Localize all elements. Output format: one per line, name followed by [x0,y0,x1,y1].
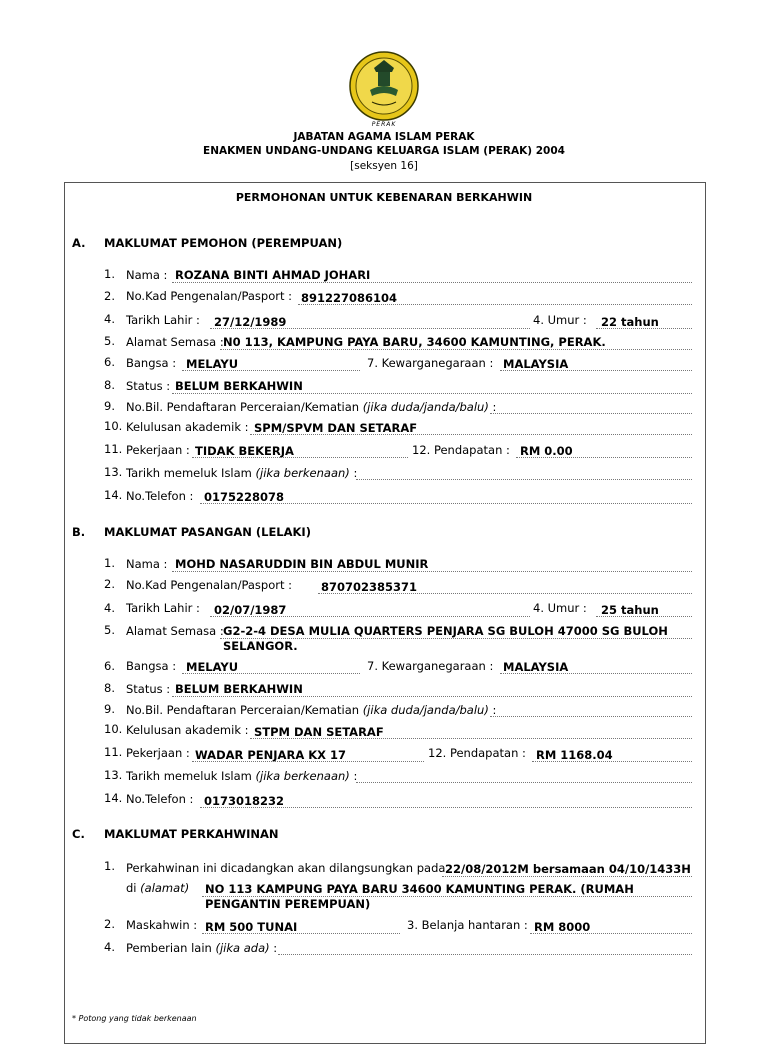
dotted-line [172,393,692,394]
dotted-line [278,954,692,955]
label-nama-b: Nama : [126,557,168,571]
item-number: 6. [104,355,115,369]
item-number: 11. [104,442,123,456]
dotted-line [210,328,530,329]
label-umur-a: 4. Umur : [533,313,587,327]
department-name: JABATAN AGAMA ISLAM PERAK [293,131,475,143]
item-number: 2. [104,577,115,591]
dotted-line [250,738,692,739]
item-number: 13. [104,768,123,782]
label-ic-b: No.Kad Pengenalan/Pasport : [126,578,292,592]
item-number: 14. [104,791,123,805]
dotted-line [182,673,360,674]
dotted-line [500,370,692,371]
item-number: 8. [104,378,115,392]
label-warga-a: 7. Kewarganegaraan : [367,356,494,370]
label-telefon-a: No.Telefon : [126,489,194,503]
label-dob-a: Tarikh Lahir : [126,313,200,327]
value-alamat-a: N0 113, KAMPUNG PAYA BARU, 34600 KAMUNTING, PERAK. [223,335,606,349]
dotted-line [210,616,530,617]
item-number: 4. [104,312,115,326]
dotted-line [220,349,692,350]
item-number: 2. [104,917,115,931]
item-number: 2. [104,289,115,303]
value-alamat-b-line2: SELANGOR. [223,639,298,653]
value-kerja-a: TIDAK BEKERJA [195,444,294,458]
item-number: 1. [104,267,115,281]
value-telefon-b: 0173018232 [204,794,285,808]
item-number: 6. [104,659,115,673]
value-nama-b: MOHD NASARUDDIN BIN ABDUL MUNIR [175,557,429,571]
value-ic-a: 891227086104 [301,291,398,305]
item-number: 11. [104,745,123,759]
enactment-title: ENAKMEN UNDANG-UNDANG KELUARGA ISLAM (PERAK) 2004 [203,145,565,157]
value-umur-b: 25 tahun [601,603,659,617]
value-umur-a: 22 tahun [601,315,659,329]
dotted-line [490,716,692,717]
value-status-b: BELUM BERKAHWIN [175,682,303,696]
label-bil-b: No.Bil. Pendaftaran Perceraian/Kematian (jika duda/janda/balu) : [126,703,497,717]
item-number: 4. [104,601,115,615]
dotted-line [172,571,692,572]
dotted-line [192,761,424,762]
value-wedding-venue-line1: NO 113 KAMPUNG PAYA BARU 34600 KAMUNTING PERAK. (RUMAH [205,882,634,896]
label-ic-a: No.Kad Pengenalan/Pasport : [126,289,292,303]
label-umur-b: 4. Umur : [533,601,587,615]
dotted-line [490,413,692,414]
section-c-title: MAKLUMAT PERKAHWINAN [104,827,279,841]
value-maskahwin: RM 500 TUNAI [205,920,298,934]
label-akademik-b: Kelulusan akademik : [126,723,249,737]
value-kerja-b: WADAR PENJARA KX 17 [195,748,347,762]
dotted-line [356,479,692,480]
value-alamat-b-line1: G2-2-4 DESA MULIA QUARTERS PENJARA SG BULOH 47000 SG BULOH [223,624,668,638]
value-warga-b: MALAYSIA [503,660,569,674]
value-bangsa-a: MELAYU [186,357,239,371]
state-crest-logo [348,50,420,130]
label-islam-a: Tarikh memeluk Islam (jika berkenaan) : [126,466,358,480]
item-number: 9. [104,399,115,413]
dotted-line [516,457,692,458]
dotted-line [596,616,692,617]
item-number: 8. [104,681,115,695]
dotted-line [442,876,692,877]
dotted-line [250,434,692,435]
label-bangsa-a: Bangsa : [126,356,177,370]
value-wedding-date: 22/08/2012M bersamaan 04/10/1433H [445,862,691,876]
label-wedding-venue: di (alamat) [126,881,190,895]
form-title: PERMOHONAN UNTUK KEBENARAN BERKAHWIN [235,191,533,204]
label-status-b: Status : [126,682,171,696]
item-number: 9. [104,702,115,716]
dotted-line [200,807,692,808]
section-b-letter: B. [72,525,86,539]
label-warga-b: 7. Kewarganegaraan : [367,659,494,673]
label-pemberian-lain: Pemberian lain (jika ada) : [126,941,278,955]
item-number: 10. [104,419,123,433]
section-c-letter: C. [72,827,85,841]
item-number: 5. [104,623,115,637]
label-dob-b: Tarikh Lahir : [126,601,200,615]
label-alamat-a: Alamat Semasa : [126,335,224,349]
dotted-line [200,503,692,504]
value-status-a: BELUM BERKAHWIN [175,379,303,393]
value-warga-a: MALAYSIA [503,357,569,371]
item-number: 10. [104,722,123,736]
label-bangsa-b: Bangsa : [126,659,177,673]
dotted-line [532,761,692,762]
label-bil-a: No.Bil. Pendaftaran Perceraian/Kematian (jika duda/janda/balu) : [126,400,497,414]
value-ic-b: 870702385371 [321,580,418,594]
value-nama-a: ROZANA BINTI AHMAD JOHARI [175,268,371,282]
dotted-line [596,328,692,329]
label-kerja-a: Pekerjaan : [126,443,190,457]
dotted-line [182,370,360,371]
dotted-line [172,282,692,283]
dotted-line [202,933,400,934]
item-number: 4. [104,940,115,954]
value-pendapatan-b: RM 1168.04 [536,748,613,762]
value-akademik-b: STPM DAN SETARAF [254,725,384,739]
label-telefon-b: No.Telefon : [126,792,194,806]
dotted-line [298,304,692,305]
value-bangsa-b: MELAYU [186,660,239,674]
item-number: 5. [104,334,115,348]
item-number: 13. [104,465,123,479]
value-hantaran: RM 8000 [534,920,591,934]
label-wedding-date: Perkahwinan ini dicadangkan akan dilangsungkan pada [126,861,446,875]
item-number: 1. [104,556,115,570]
value-wedding-venue-line2: PENGANTIN PEREMPUAN) [205,897,371,911]
label-status-a: Status : [126,379,171,393]
value-akademik-a: SPM/SPVM DAN SETARAF [254,421,418,435]
dotted-line [530,933,692,934]
label-pendapatan-a: 12. Pendapatan : [412,443,510,457]
label-hantaran: 3. Belanja hantaran : [407,918,528,932]
value-dob-a: 27/12/1989 [214,315,287,329]
label-maskahwin: Maskahwin : [126,918,198,932]
label-akademik-a: Kelulusan akademik : [126,420,249,434]
footnote: * Potong yang tidak berkenaan [72,1014,197,1023]
section-a-letter: A. [72,236,86,250]
crest-caption: PERAK [371,121,397,128]
value-dob-b: 02/07/1987 [214,603,287,617]
value-telefon-a: 0175228078 [204,490,285,504]
dotted-line [192,457,408,458]
section-reference: [seksyen 16] [350,160,418,172]
label-islam-b: Tarikh memeluk Islam (jika berkenaan) : [126,769,358,783]
label-pendapatan-b: 12. Pendapatan : [428,746,526,760]
item-number: 1. [104,859,115,873]
section-b-title: MAKLUMAT PASANGAN (LELAKI) [104,525,311,539]
label-kerja-b: Pekerjaan : [126,746,190,760]
dotted-line [356,782,692,783]
value-pendapatan-a: RM 0.00 [520,444,573,458]
section-a-title: MAKLUMAT PEMOHON (PEREMPUAN) [104,236,343,250]
item-number: 14. [104,488,123,502]
label-nama-a: Nama : [126,268,168,282]
dotted-line [318,593,692,594]
dotted-line [172,696,692,697]
label-alamat-b: Alamat Semasa : [126,624,224,638]
dotted-line [500,673,692,674]
